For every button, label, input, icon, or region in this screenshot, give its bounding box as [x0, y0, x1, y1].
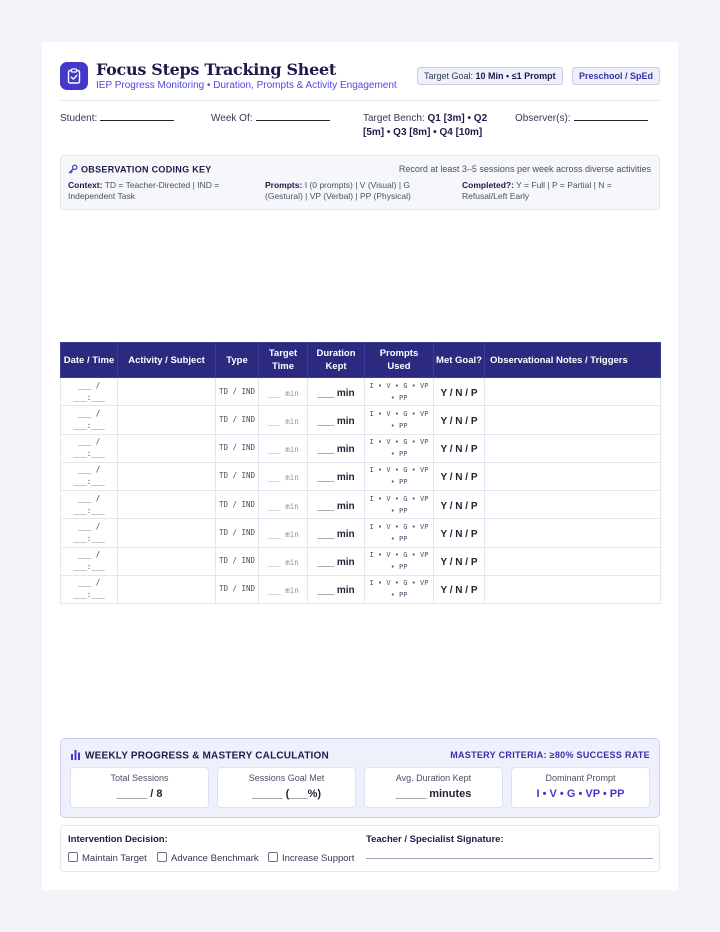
option-advance-benchmark[interactable]: Advance Benchmark: [157, 852, 259, 864]
cell-type[interactable]: TD / IND: [216, 547, 259, 575]
cell-activity[interactable]: [118, 462, 216, 490]
table-row: [61, 519, 661, 547]
cell-date-time[interactable]: ___ / ___:___: [61, 575, 118, 603]
table-row: [61, 575, 661, 603]
col-header-date: Date / Time: [61, 343, 118, 378]
cell-met-goal[interactable]: Y / N / P: [434, 434, 485, 462]
key-icon: [68, 164, 78, 176]
cell-date-time[interactable]: ___ / ___:___: [61, 519, 118, 547]
cell-duration[interactable]: ___ min: [308, 378, 365, 406]
page-subtitle: IEP Progress Monitoring • Duration, Prompts & Activity Engagement: [96, 80, 397, 91]
cell-type[interactable]: TD / IND: [216, 491, 259, 519]
coding-key: [60, 155, 660, 210]
col-header-duration: Duration Kept: [308, 343, 365, 378]
cell-notes[interactable]: [485, 519, 661, 547]
cell-met-goal[interactable]: Y / N / P: [434, 406, 485, 434]
cell-date-time[interactable]: ___ / ___:___: [61, 547, 118, 575]
cell-notes[interactable]: [485, 378, 661, 406]
header-divider: [60, 100, 660, 101]
mastery-criteria: MASTERY CRITERIA: ≥80% SUCCESS RATE: [450, 750, 650, 760]
cell-target-time[interactable]: ___ min: [259, 575, 308, 603]
cell-met-goal[interactable]: Y / N / P: [434, 378, 485, 406]
student-field[interactable]: [60, 112, 174, 124]
cell-met-goal[interactable]: Y / N / P: [434, 519, 485, 547]
cell-type[interactable]: TD / IND: [216, 519, 259, 547]
checkbox[interactable]: [157, 852, 167, 862]
cell-date-time[interactable]: ___ / ___:___: [61, 491, 118, 519]
cell-notes[interactable]: [485, 491, 661, 519]
cell-met-goal[interactable]: Y / N / P: [434, 575, 485, 603]
cell-prompts[interactable]: I • V • G • VP • PP: [365, 519, 434, 547]
cell-activity[interactable]: [118, 406, 216, 434]
summary-title: WEEKLY PROGRESS & MASTERY CALCULATION: [70, 749, 329, 763]
sheet-header: [60, 60, 660, 102]
table-row: [61, 378, 661, 406]
cell-prompts[interactable]: I • V • G • VP • PP: [365, 547, 434, 575]
cell-duration[interactable]: ___ min: [308, 519, 365, 547]
bench-label: Target Bench:: [363, 113, 425, 124]
stat-goal-met: Sessions Goal Met _____ (___%): [217, 767, 356, 808]
cell-type[interactable]: TD / IND: [216, 575, 259, 603]
cell-duration[interactable]: ___ min: [308, 406, 365, 434]
col-header-activity: Activity / Subject: [118, 343, 216, 378]
cell-duration[interactable]: ___ min: [308, 575, 365, 603]
cell-notes[interactable]: [485, 406, 661, 434]
table-row: [61, 434, 661, 462]
cell-activity[interactable]: [118, 434, 216, 462]
target-bench: [363, 112, 503, 140]
cell-date-time[interactable]: ___ / ___:___: [61, 378, 118, 406]
cell-target-time[interactable]: ___ min: [259, 462, 308, 490]
prompts-key: Prompts: I (0 prompts) | V (Visual) | G (Gestural) | VP (Verbal) | PP (Physical): [265, 180, 411, 201]
cell-type[interactable]: TD / IND: [216, 378, 259, 406]
stat-avg-duration: Avg. Duration Kept _____ minutes: [364, 767, 503, 808]
checkbox[interactable]: [268, 852, 278, 862]
decision-title: Intervention Decision:: [68, 834, 168, 845]
weekly-summary: [60, 738, 660, 818]
option-increase-support[interactable]: Increase Support: [268, 852, 354, 864]
cell-notes[interactable]: [485, 462, 661, 490]
completed-key: Completed?: Y = Full | P = Partial | N = Refusal/Left Early: [462, 180, 612, 201]
cell-duration[interactable]: ___ min: [308, 434, 365, 462]
cell-date-time[interactable]: ___ / ___:___: [61, 406, 118, 434]
col-header-prompts: Prompts Used: [365, 343, 434, 378]
table-row: [61, 547, 661, 575]
option-maintain-target[interactable]: Maintain Target: [68, 852, 147, 864]
week-label: Week Of:: [211, 113, 253, 124]
cell-activity[interactable]: [118, 491, 216, 519]
target-goal-badge: [417, 67, 563, 85]
target-goal-value: 10 Min • ≤1 Prompt: [475, 71, 556, 81]
cell-activity[interactable]: [118, 547, 216, 575]
target-goal-label: Target Goal:: [424, 71, 474, 81]
cell-duration[interactable]: ___ min: [308, 491, 365, 519]
cell-prompts[interactable]: I • V • G • VP • PP: [365, 434, 434, 462]
cell-date-time[interactable]: ___ / ___:___: [61, 462, 118, 490]
table-row: [61, 491, 661, 519]
cell-type[interactable]: TD / IND: [216, 462, 259, 490]
session-log-table: [60, 342, 660, 604]
context-key: Context: TD = Teacher-Directed | IND = Independent Task: [68, 180, 220, 201]
tracking-sheet: [42, 42, 678, 890]
cell-prompts[interactable]: I • V • G • VP • PP: [365, 462, 434, 490]
cell-notes[interactable]: [485, 547, 661, 575]
observer-blank[interactable]: [574, 112, 648, 121]
cell-prompts[interactable]: I • V • G • VP • PP: [365, 378, 434, 406]
page-title: Focus Steps Tracking Sheet: [96, 60, 336, 79]
observer-label: Observer(s):: [515, 113, 571, 124]
col-header-type: Type: [216, 343, 259, 378]
col-header-met-goal: Met Goal?: [434, 343, 485, 378]
cell-prompts[interactable]: I • V • G • VP • PP: [365, 575, 434, 603]
cell-notes[interactable]: [485, 575, 661, 603]
col-header-target: Target Time: [259, 343, 308, 378]
cell-prompts[interactable]: I • V • G • VP • PP: [365, 406, 434, 434]
coding-key-note: Record at least 3–5 sessions per week across diverse activities: [398, 164, 651, 174]
table-header-row: [61, 343, 661, 378]
bench-value: Q1 [3m] • Q2 [5m] • Q3 [8m] • Q4 [10m]: [363, 113, 488, 138]
cell-date-time[interactable]: ___ / ___:___: [61, 434, 118, 462]
clipboard-check-icon: [60, 62, 88, 90]
table-row: [61, 406, 661, 434]
cell-target-time[interactable]: ___ min: [259, 378, 308, 406]
cell-type[interactable]: TD / IND: [216, 434, 259, 462]
cell-activity[interactable]: [118, 378, 216, 406]
stat-total-sessions: Total Sessions _____ / 8: [70, 767, 209, 808]
signature-line[interactable]: [366, 858, 653, 859]
week-field[interactable]: [211, 112, 330, 124]
cell-activity[interactable]: [118, 519, 216, 547]
col-header-notes: Observational Notes / Triggers: [485, 343, 661, 378]
cell-duration[interactable]: ___ min: [308, 462, 365, 490]
cell-target-time[interactable]: ___ min: [259, 547, 308, 575]
cell-target-time[interactable]: ___ min: [259, 434, 308, 462]
cell-met-goal[interactable]: Y / N / P: [434, 491, 485, 519]
student-label: Student:: [60, 113, 98, 124]
cell-prompts[interactable]: I • V • G • VP • PP: [365, 491, 434, 519]
cell-duration[interactable]: ___ min: [308, 547, 365, 575]
observer-field[interactable]: [515, 112, 648, 124]
bar-chart-icon: [70, 749, 81, 763]
week-blank[interactable]: [256, 112, 330, 121]
stat-dominant-prompt: Dominant Prompt I • V • G • VP • PP: [511, 767, 650, 808]
cell-target-time[interactable]: ___ min: [259, 406, 308, 434]
level-badge: Preschool / SpEd: [572, 67, 660, 85]
cell-met-goal[interactable]: Y / N / P: [434, 547, 485, 575]
intervention-decision: [60, 825, 660, 872]
cell-met-goal[interactable]: Y / N / P: [434, 462, 485, 490]
checkbox[interactable]: [68, 852, 78, 862]
table-row: [61, 462, 661, 490]
cell-target-time[interactable]: ___ min: [259, 491, 308, 519]
signature-label: Teacher / Specialist Signature:: [366, 834, 504, 845]
cell-target-time[interactable]: ___ min: [259, 519, 308, 547]
cell-notes[interactable]: [485, 434, 661, 462]
coding-key-title: OBSERVATION CODING KEY: [68, 164, 212, 176]
student-blank[interactable]: [100, 112, 174, 121]
cell-activity[interactable]: [118, 575, 216, 603]
cell-type[interactable]: TD / IND: [216, 406, 259, 434]
